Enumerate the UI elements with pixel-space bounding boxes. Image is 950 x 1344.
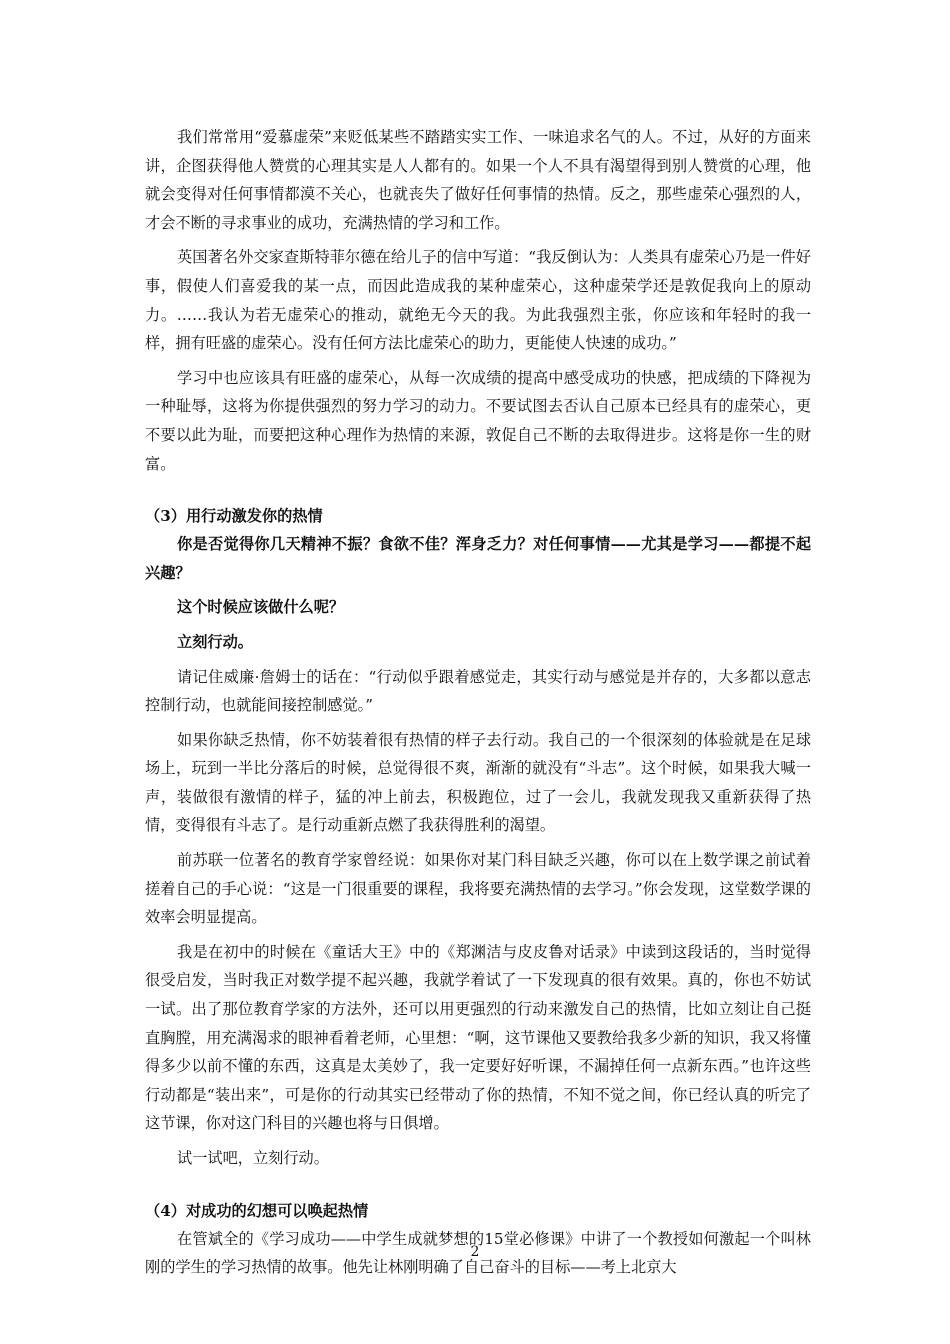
paragraph-soviet-educator: 前苏联一位著名的教育学家曾经说：如果你对某门科目缺乏兴趣，你可以在上数学课之前试着搓着自己的手心说：“这是一门很重要的课程，我将要充满热情的去学习。”你会发现，这堂数学课的效率会明显提高。 [145,851,811,927]
paragraph-chesterfield-quote: 英国著名外交家查斯特菲尔德在给儿子的信中写道：“我反倒认为：人类具有虚荣心乃是一件好事，假使人们喜爱我的某一点，而因此造成我的某种虚荣心，这种虚荣学还是敦促我向上的原动力。……我认为若无虚荣心的推动，就绝无今天的我。为此我强烈主张，你应该和年轻时的我一样，拥有旺盛的虚荣心。没有任何方法比虚荣心的助力，更能使人快速的成功。” [145,248,811,353]
section-3-what-to-do: 这个时候应该做什么呢？ [177,598,345,617]
page-number: 2 [470,1244,480,1260]
paragraph-try-it: 试一试吧，立刻行动。 [177,1149,329,1167]
section-3-question: 你是否觉得你几天精神不振？食欲不佳？浑身乏力？对任何事情——尤其是学习——都提不起兴趣？ [145,535,811,582]
paragraph-vanity-learning: 学习中也应该具有旺盛的虚荣心，从每一次成绩的提高中感受成功的快感，把成绩的下降视为一种耻辱，这将为你提供强烈的努力学习的动力。不要试图去否认自己原本已经具有的虚荣心，更不要以此为耻，而要把这种心理作为热情的来源，敦促自己不断的去取得进步。这将是你一生的财富。 [145,368,811,473]
section-3-heading: （3）用行动激发你的热情 [145,507,323,526]
section-4-heading: （4）对成功的幻想可以唤起热情 [145,1201,369,1220]
paragraph-football: 如果你缺乏热情，你不妨装着很有热情的样子去行动。我自己的一个很深刻的体验就是在足球场上，玩到一半比分落后的时候，总觉得很不爽，渐渐的就没有“斗志”。这个时候，如果我大喊一声，装做很有激情的样子，猛的冲上前去，积极跑位，过了一会儿，我就发现我又重新获得了热情，变得很有斗志了。是行动重新点燃了我获得胜利的渴望。 [145,730,811,835]
body-text [145,123,811,1282]
paragraph-vanity-intro: 我们常常用“爱慕虚荣”来贬低某些不踏踏实实工作、一味追求名气的人。不过，从好的方面来讲，企图获得他人赞赏的心理其实是人人都有的。如果一个人不具有渴望得到别人赞赏的心理，他就会变得对任何事情都漠不关心，也就丧失了做好任何事情的热情。反之，那些虚荣心强烈的人，才会不断的寻求事业的成功，充满热情的学习和工作。 [145,128,811,232]
section-3-act-now: 立刻行动。 [177,632,253,651]
paragraph-james-quote: 请记住威廉·詹姆士的话在：“行动似乎跟着感觉走，其实行动与感觉是并存的，大多都以意志控制行动，也就能间接控制感觉。” [145,667,811,715]
paragraph-fairy-tale-king: 我是在初中的时候在《童话大王》中的《郑渊洁与皮皮鲁对话录》中读到这段话的，当时觉得很受启发，当时我正对数学提不起兴趣，我就学着试了一下发现真的很有效果。真的，你也不妨试一试。出了那位教育学家的方法外，还可以用更强烈的行动来激发自己的热情，比如立刻让自己挺直胸膛，用充满渴求的眼神看着老师，心里想：“啊，这节课他又要教给我多少新的知识，我又将懂得多少以前不懂的东西，这真是太美妙了，我一定要好好听课，不漏掉任何一点新东西。”也许这些行动都是“装出来”，可是你的行动其实已经带动了你的热情，不知不觉之间，你已经认真的听完了这节课，你对这门科目的兴趣也将与日俱增。 [145,942,811,1133]
paragraph-guan-binquan: 在管斌全的《学习成功——中学生成就梦想的15堂必修课》中讲了一个教授如何激起一个叫林刚的学生的学习热情的故事。他先让林刚明确了自己奋斗的目标——考上北京大 [145,1229,811,1277]
